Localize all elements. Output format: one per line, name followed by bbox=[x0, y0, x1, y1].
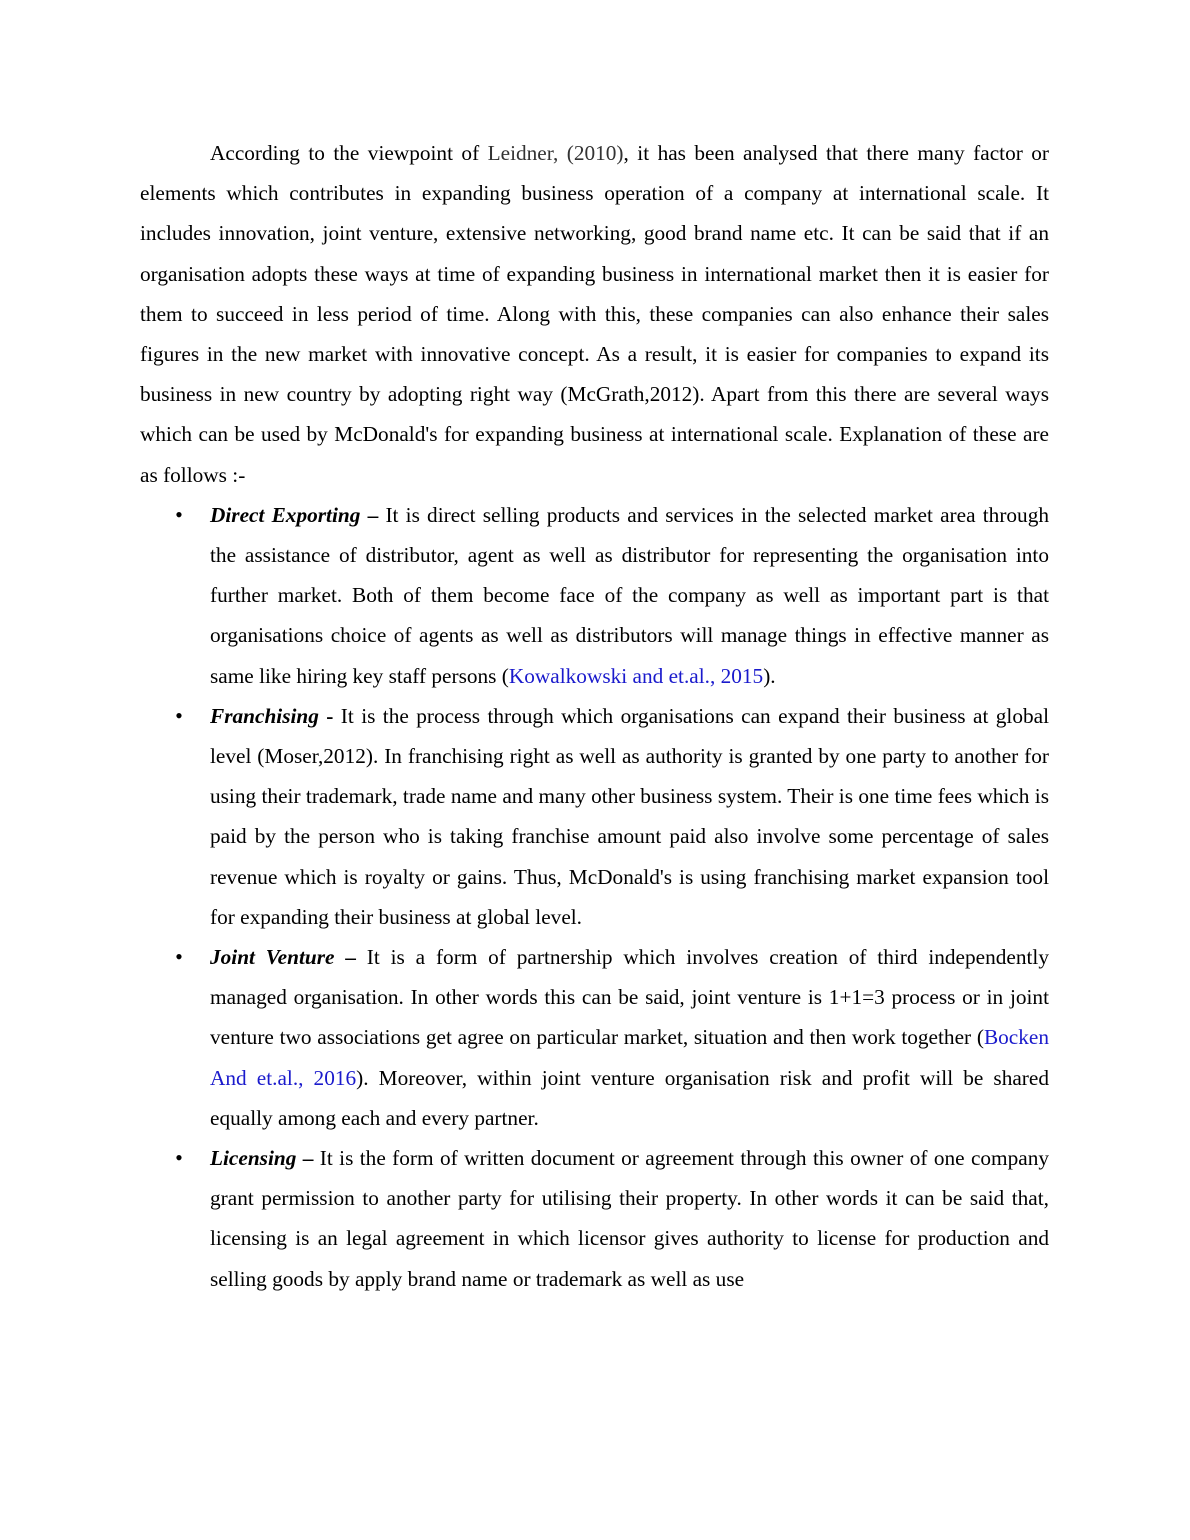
bullet-icon bbox=[174, 495, 184, 535]
expansion-methods-list bbox=[140, 495, 1049, 1299]
separator: – bbox=[334, 945, 367, 970]
bullet-icon bbox=[174, 1138, 184, 1178]
list-item-licensing bbox=[140, 1138, 1049, 1299]
document-page bbox=[140, 133, 1049, 1299]
list-item-direct-exporting bbox=[140, 495, 1049, 696]
term-joint-venture: Joint Venture bbox=[210, 945, 335, 970]
citation-bocken-link[interactable]: Bocken And et.al., 2016 bbox=[210, 1025, 1049, 1090]
separator: - bbox=[318, 703, 341, 728]
description-text-end: ). bbox=[763, 663, 776, 688]
citation-leidner: Leidner, (2010) bbox=[487, 141, 624, 165]
intro-paragraph bbox=[140, 133, 1049, 495]
bullet-icon bbox=[174, 937, 184, 977]
description-text: It is the process through which organisations can expand their business at global level (Moser,2012). In franchising right as well as authority is granted by one party to another for using their trademark, trade name and many other business system. Their is one time fees which is paid by the person who is taking franchise amount paid also involve some percentage of sales revenue which is royalty or gains. Thus, McDonald's is using franchising market expansion tool for expanding their business at global level. bbox=[210, 703, 1049, 929]
term-direct-exporting: Direct Exporting bbox=[210, 502, 361, 527]
list-item-joint-venture bbox=[140, 937, 1049, 1138]
list-item-franchising bbox=[140, 696, 1049, 937]
intro-text-start: According to the viewpoint of bbox=[210, 141, 488, 165]
separator: – bbox=[296, 1146, 320, 1171]
bullet-icon bbox=[174, 696, 184, 736]
description-text: It is the form of written document or agreement through this owner of one company grant permission to another party for utilising their property. In other words it can be said that, licensing is an legal agreement in which licensor gives authority to license for production and selling goods by apply brand name or trademark as well as use bbox=[210, 1146, 1050, 1291]
description-text-end: ). Moreover, within joint venture organisation risk and profit will be shared equally among each and every partner. bbox=[210, 1065, 1049, 1130]
description-text: It is direct selling products and services in the selected market area through the assistance of distributor, agent as well as distributor for representing the organisation into further market. Both of them become face of the company as well as important part is that organisations choice of agents as well as distributors will manage things in effective manner as same like hiring key staff persons ( bbox=[210, 502, 1049, 688]
term-licensing: Licensing bbox=[210, 1146, 297, 1171]
separator: – bbox=[360, 502, 386, 527]
description-text: It is a form of partnership which involves creation of third independently managed organisation. In other words this can be said, joint venture is 1+1=3 process or in joint venture two associations get agree on particular market, situation and then work together ( bbox=[210, 945, 1049, 1050]
citation-kowalkowski-link[interactable]: Kowalkowski and et.al., 2015 bbox=[508, 663, 764, 688]
term-franchising: Franchising bbox=[210, 703, 319, 728]
intro-text-rest: , it has been analysed that there many factor or elements which contributes in expanding business operation of a company at international scale. It includes innovation, joint venture, extensive networking, good brand name etc. It can be said that if an organisation adopts these ways at time of expanding business in international market then it is easier for them to succeed in less period of time. Along with this, these companies can also enhance their sales figures in the new market with innovative concept. As a result, it is easier for companies to expand its business in new country by adopting right way (McGrath,2012). Apart from this there are several ways which can be used by McDonald's for expanding business at international scale. Explanation of these are as follows :- bbox=[140, 141, 1049, 487]
